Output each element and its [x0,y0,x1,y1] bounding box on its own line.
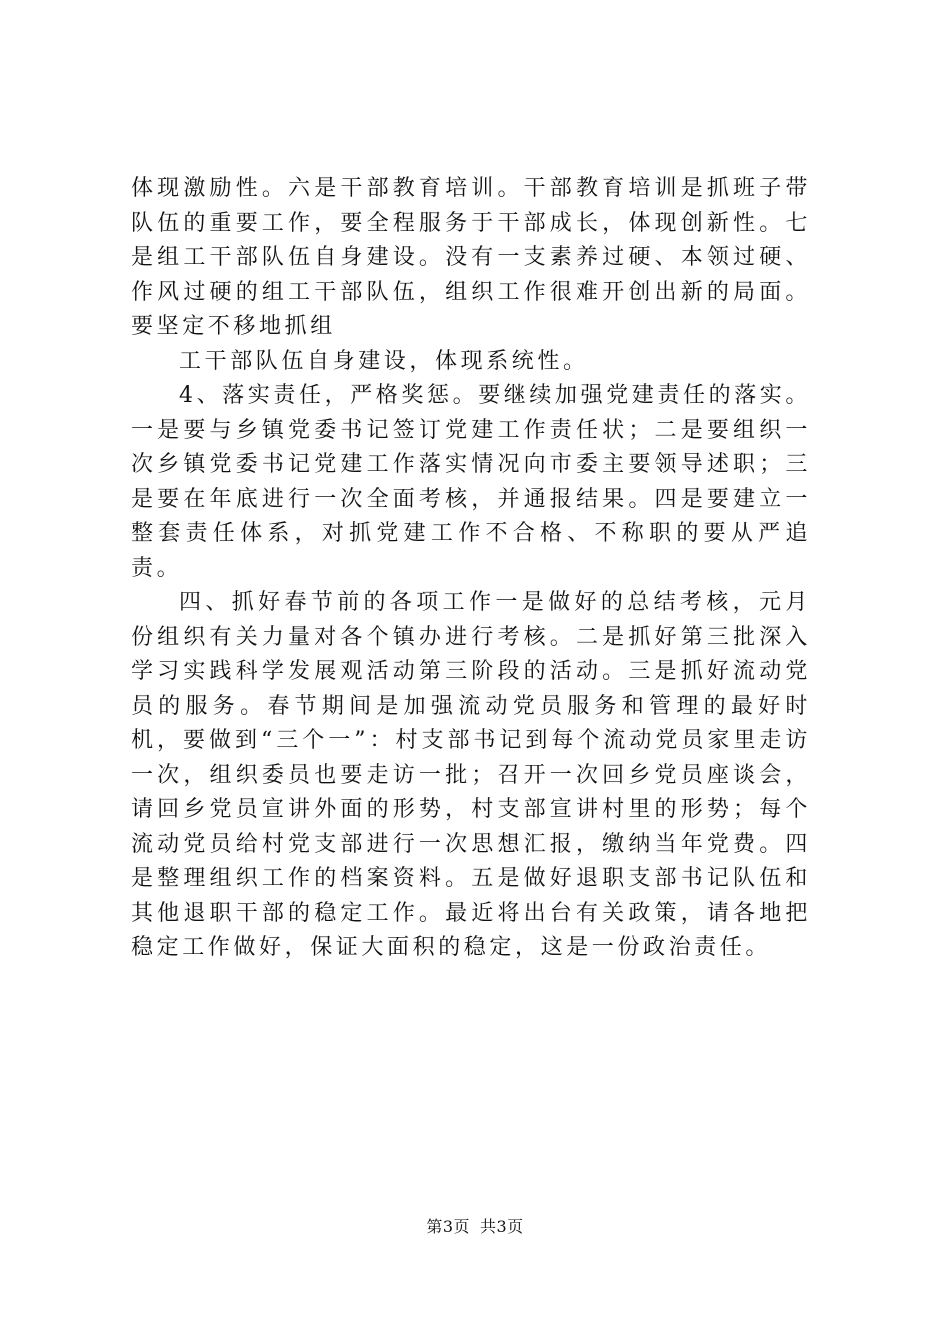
paragraph-1: 体现激励性。六是干部教育培训。干部教育培训是抓班子带队伍的重要工作，要全程服务于干部成长，体现创新性。七是组工干部队伍自身建设。没有一支素养过硬、本领过硬、作风过硬的组工干部队伍，组织工作很难开创出新的局面。要坚定不移地抓组 [131,176,811,339]
page-number-total: 共3页 [480,1217,524,1236]
paragraph-2: 工干部队伍自身建设，体现系统性。 [179,348,589,374]
paragraph-3: 4、落实责任，严格奖惩。要继续加强党建责任的落实。一是要与乡镇党委书记签订党建工作责任状；二是要组织一次乡镇党委书记党建工作落实情况向市委主要领导述职；三是要在年底进行一次全面考核，并通报结果。四是要建立一整套责任体系，对抓党建工作不合格、不称职的要从严追责。 [131,383,811,581]
document-body [131,172,811,966]
paragraph-4: 四、抓好春节前的各项工作一是做好的总结考核，元月份组织有关力量对各个镇办进行考核。二是抓好第三批深入学习实践科学发展观活动第三阶段的活动。三是抓好流动党员的服务。春节期间是加强流动党员服务和管理的最好时机，要做到“三个一”：村支部书记到每个流动党员家里走访一次，组织委员也要走访一批；召开一次回乡党员座谈会，请回乡党员宣讲外面的形势，村支部宣讲村里的形势；每个流动党员给村党支部进行一次思想汇报，缴纳当年党费。四是整理组织工作的档案资料。五是做好退职支部书记队伍和其他退职干部的稳定工作。最近将出台有关政策，请各地把稳定工作做好，保证大面积的稳定，这是一份政治责任。 [131,590,811,960]
page-footer [0,1214,950,1237]
page-number-current: 第3页 [426,1217,470,1236]
